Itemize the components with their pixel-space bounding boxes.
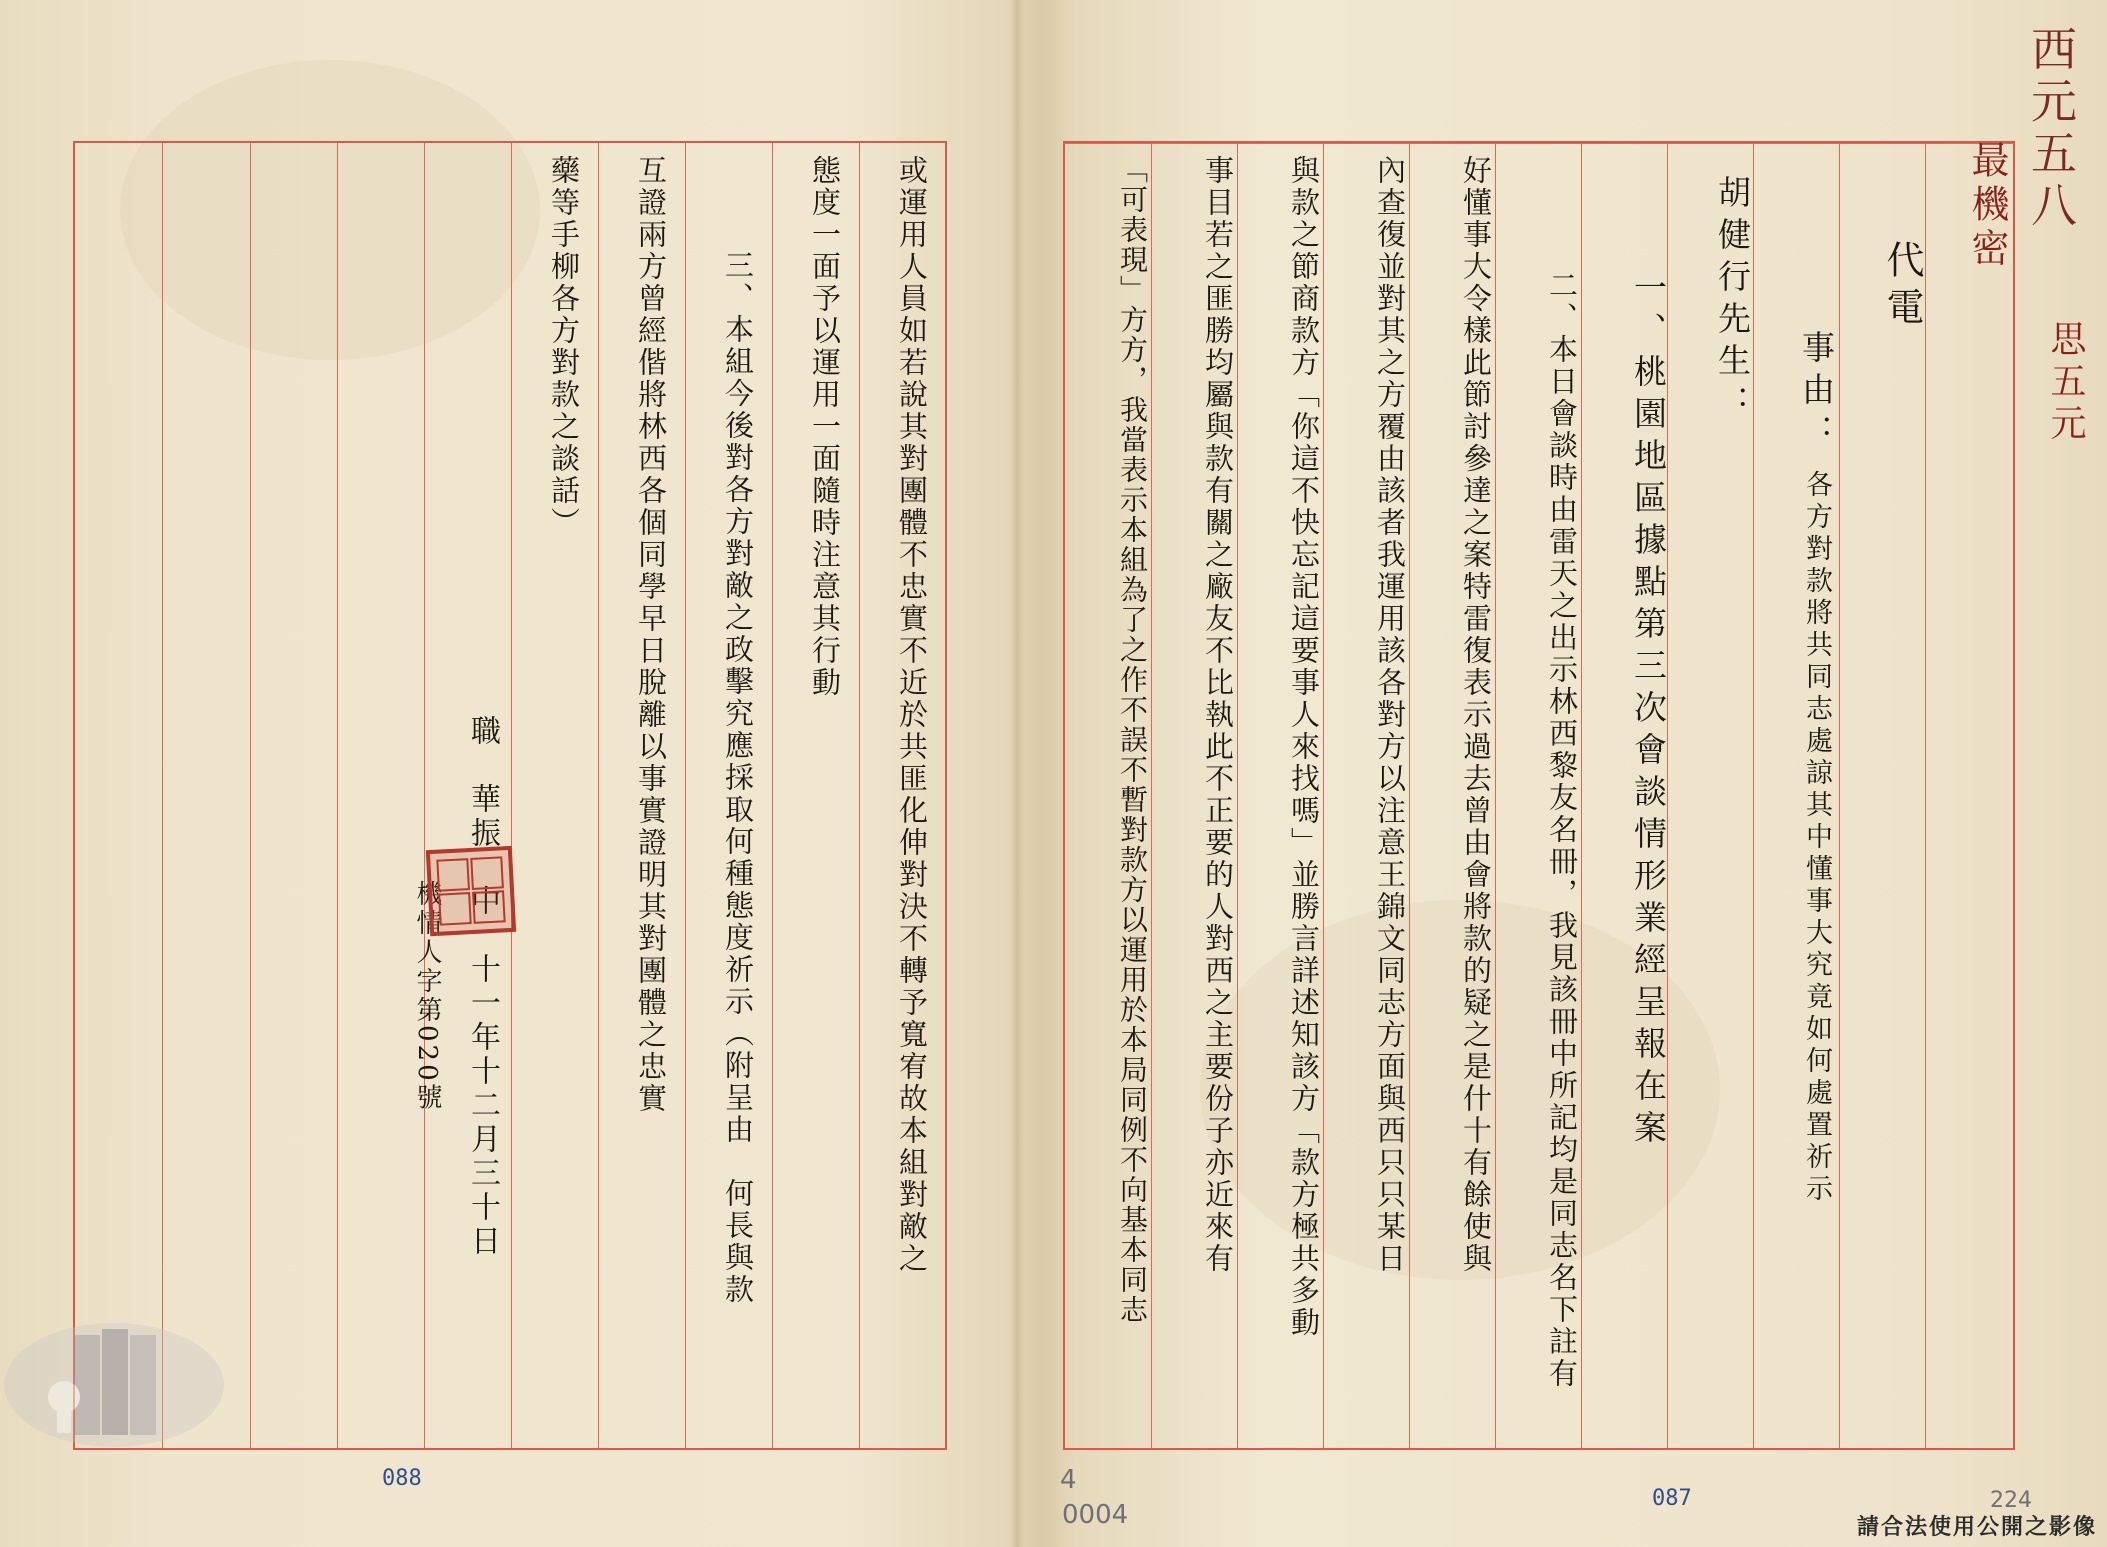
page-number-left: 088 (382, 1466, 422, 1491)
grid-top-line (1065, 143, 2013, 144)
pencil-archive-number: 0004 (1062, 1500, 1129, 1530)
item-3-line: 藥等手柳各方對款之談話） (547, 155, 581, 539)
item-3-line: 三、本組今後對各方對敵之政擊究應採取何種態度祈示（附呈由 何長與款 (721, 250, 755, 1306)
grid-rule (1839, 143, 1840, 1448)
grid-rule (162, 143, 163, 1448)
usage-notice: 請合法使用公開之影像 (1856, 1515, 2097, 1540)
grid-rule (337, 143, 338, 1448)
page-fold (1010, 0, 1024, 1547)
subject-label: 事由： (1797, 330, 1836, 456)
margin-note: 思五元 (2045, 320, 2086, 446)
grid-rule (424, 143, 425, 1448)
pencil-folio: 4 (1060, 1465, 1077, 1495)
official-seal (426, 846, 516, 936)
item-2-line: 與款之節商款方「你這不快忘記這要事人來找嗎」並勝言詳述知該方「款方極共多動 (1287, 155, 1321, 1339)
signature-line: 職 華振 中 十一年十二月三十日 (465, 715, 500, 1259)
item-2-line: 事目若之匪勝均屬與款有關之廠友不比執此不正要的人對西之主要份子亦近來有 (1201, 155, 1235, 1275)
item-2-line: 內查復並對其之方覆由該者我運用該各對方以注意王錦文同志方面與西只只某日 (1373, 155, 1407, 1275)
page-number-right: 087 (1652, 1486, 1692, 1511)
seal-glyph (436, 858, 470, 892)
item-1: 一、桃園地區據點第三次會談情形業經呈報在案 (1629, 270, 1668, 1152)
grid-rule (1925, 143, 1926, 1448)
item-2-line: 二、本日會談時由雷天之出示林西黎友名冊，我見該冊中所記均是同志名下註有 (1545, 270, 1579, 1390)
grid-rule (685, 143, 686, 1448)
item-2-line: 好懂事大令樣此節討參達之案特雷復表示過去曾由會將款的疑之是什十有餘使與 (1459, 155, 1493, 1275)
continuation-line: 或運用人員如若說其對團體不忠實不近於共匪化伸對決不轉予寬宥故本組對敵之 (895, 155, 929, 1275)
document-header: 代電 (1880, 240, 1924, 334)
grid-rule (598, 143, 599, 1448)
seal-glyph (438, 892, 472, 926)
serial-number: 機情人字第020號 (412, 880, 442, 1113)
item-2-line: 「可表現」方方，我當表示本組為了之作不誤不暫對款方以運用於本局同例不向基本同志 (1116, 155, 1149, 1325)
margin-note: 西元五八 (2024, 25, 2078, 233)
seal-glyph (472, 890, 506, 924)
item-3-line: 互證兩方曾經偕將林西各個同學早日脫離以事實證明其對團體之忠實 (634, 155, 668, 1115)
grid-rule (772, 143, 773, 1448)
addressee: 胡健行先生： (1713, 175, 1752, 427)
grid-rule (250, 143, 251, 1448)
margin-note: 最機密 (1965, 140, 2009, 272)
archive-logo-icon (4, 1305, 234, 1465)
continuation-line: 態度一面予以運用一面隨時注意其行動 (808, 155, 842, 699)
grid-rule (859, 143, 860, 1448)
grid-rule (511, 143, 512, 1448)
pencil-corner-mark: 224 (1990, 1488, 2032, 1513)
seal-glyph (470, 856, 504, 890)
subject-text: 各方對款將共同志處諒其中懂事大究竟如何處置祈示 (1801, 470, 1832, 1206)
